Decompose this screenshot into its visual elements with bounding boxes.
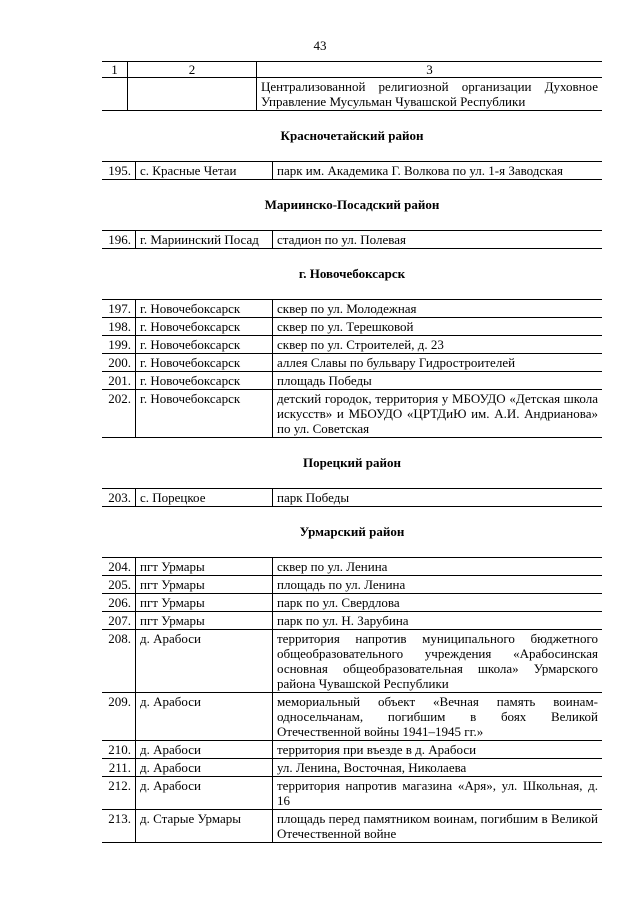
cell-description: аллея Славы по бульвару Гидростроителей [273, 354, 603, 372]
cell-location: д. Арабоси [136, 777, 273, 810]
cell-num: 195. [102, 162, 136, 180]
cell-location: пгт Урмары [136, 594, 273, 612]
table-row [102, 336, 602, 354]
cell-description: территория при въезде в д. Арабоси [273, 741, 603, 759]
cell-description: парк Победы [273, 489, 603, 507]
table-row [102, 231, 602, 249]
cell-location: г. Новочебоксарск [136, 372, 273, 390]
table-row [102, 318, 602, 336]
cell-num: 212. [102, 777, 136, 810]
cell-description: территория напротив магазина «Аря», ул. Школьная, д. 16 [273, 777, 603, 810]
cell-num: 208. [102, 630, 136, 693]
header-table [102, 61, 602, 111]
cell-num: 209. [102, 693, 136, 741]
document-body [102, 61, 602, 843]
table-row [102, 759, 602, 777]
cell-num: 197. [102, 300, 136, 318]
cell-description: детский городок, территория у МБОУДО «Детская школа искусств» и МБОУДО «ЦРТДиЮ им. А.И. Андрианова» по ул. Советская [273, 390, 603, 438]
continuation-text: Централизованной религиозной организации Духовное Управление Мусульман Чувашской Республики [257, 78, 603, 111]
cell-location: г. Новочебоксарск [136, 354, 273, 372]
cell-description: парк по ул. Свердлова [273, 594, 603, 612]
cell-description: сквер по ул. Молодежная [273, 300, 603, 318]
table-row [102, 630, 602, 693]
continuation-row [102, 78, 602, 111]
table-header-row [102, 62, 602, 78]
table-row [102, 300, 602, 318]
cell-location: д. Старые Урмары [136, 810, 273, 843]
cell-location: д. Арабоси [136, 759, 273, 777]
cell-description: мемориальный объект «Вечная память воинам-односельчанам, погибшим в боях Великой Отечественной войны 1941–1945 гг.» [273, 693, 603, 741]
table-row [102, 693, 602, 741]
cell-num: 199. [102, 336, 136, 354]
section-table [102, 299, 602, 438]
cell-description: сквер по ул. Строителей, д. 23 [273, 336, 603, 354]
cell-num: 210. [102, 741, 136, 759]
cell-num: 201. [102, 372, 136, 390]
table-row [102, 372, 602, 390]
cell-num [102, 78, 128, 111]
header-col-1: 1 [102, 62, 128, 78]
cell-num: 211. [102, 759, 136, 777]
table-row [102, 558, 602, 576]
header-col-3: 3 [257, 62, 603, 78]
cell-num: 213. [102, 810, 136, 843]
table-row [102, 741, 602, 759]
section-table [102, 161, 602, 180]
cell-location: г. Новочебоксарск [136, 318, 273, 336]
cell-description: территория напротив муниципального бюджетного общеобразовательного учреждения «Арабосинская основная общеобразовательная школа» Урмарского района Чувашской Республики [273, 630, 603, 693]
cell-num: 202. [102, 390, 136, 438]
cell-location: г. Новочебоксарск [136, 390, 273, 438]
table-row [102, 390, 602, 438]
section-title: Мариинско-Посадский район [264, 197, 440, 212]
cell-location: г. Мариинский Посад [136, 231, 273, 249]
sections-container [102, 128, 602, 843]
cell-location: г. Новочебоксарск [136, 300, 273, 318]
table-row [102, 489, 602, 507]
section-title: Порецкий район [302, 455, 402, 470]
table-row [102, 810, 602, 843]
cell-location: с. Красные Четаи [136, 162, 273, 180]
cell-location: пгт Урмары [136, 576, 273, 594]
cell-location: г. Новочебоксарск [136, 336, 273, 354]
section-title: г. Новочебоксарск [298, 266, 406, 281]
cell-description: стадион по ул. Полевая [273, 231, 603, 249]
table-row [102, 354, 602, 372]
section-title: Урмарский район [299, 524, 405, 539]
cell-num: 200. [102, 354, 136, 372]
cell-description: площадь Победы [273, 372, 603, 390]
cell-description: парк им. Академика Г. Волкова по ул. 1-я Заводская [273, 162, 603, 180]
cell-location: д. Арабоси [136, 693, 273, 741]
cell-num: 204. [102, 558, 136, 576]
cell-location: пгт Урмары [136, 558, 273, 576]
table-row [102, 162, 602, 180]
cell-location: д. Арабоси [136, 630, 273, 693]
table-row [102, 576, 602, 594]
cell-num: 198. [102, 318, 136, 336]
section-table [102, 557, 602, 843]
cell-num: 207. [102, 612, 136, 630]
table-row [102, 612, 602, 630]
cell-description: парк по ул. Н. Зарубина [273, 612, 603, 630]
cell-description: площадь перед памятником воинам, погибшим в Великой Отечественной войне [273, 810, 603, 843]
table-row [102, 594, 602, 612]
section-table [102, 488, 602, 507]
cell-location: д. Арабоси [136, 741, 273, 759]
section-title: Красночетайский район [280, 128, 424, 143]
cell-num: 206. [102, 594, 136, 612]
cell-description: сквер по ул. Терешковой [273, 318, 603, 336]
cell-location [128, 78, 257, 111]
page-number: 43 [313, 38, 327, 53]
section-table [102, 230, 602, 249]
cell-description: сквер по ул. Ленина [273, 558, 603, 576]
cell-num: 205. [102, 576, 136, 594]
table-row [102, 777, 602, 810]
cell-location: пгт Урмары [136, 612, 273, 630]
cell-num: 196. [102, 231, 136, 249]
cell-description: ул. Ленина, Восточная, Николаева [273, 759, 603, 777]
cell-location: с. Порецкое [136, 489, 273, 507]
cell-num: 203. [102, 489, 136, 507]
header-col-2: 2 [128, 62, 257, 78]
cell-description: площадь по ул. Ленина [273, 576, 603, 594]
